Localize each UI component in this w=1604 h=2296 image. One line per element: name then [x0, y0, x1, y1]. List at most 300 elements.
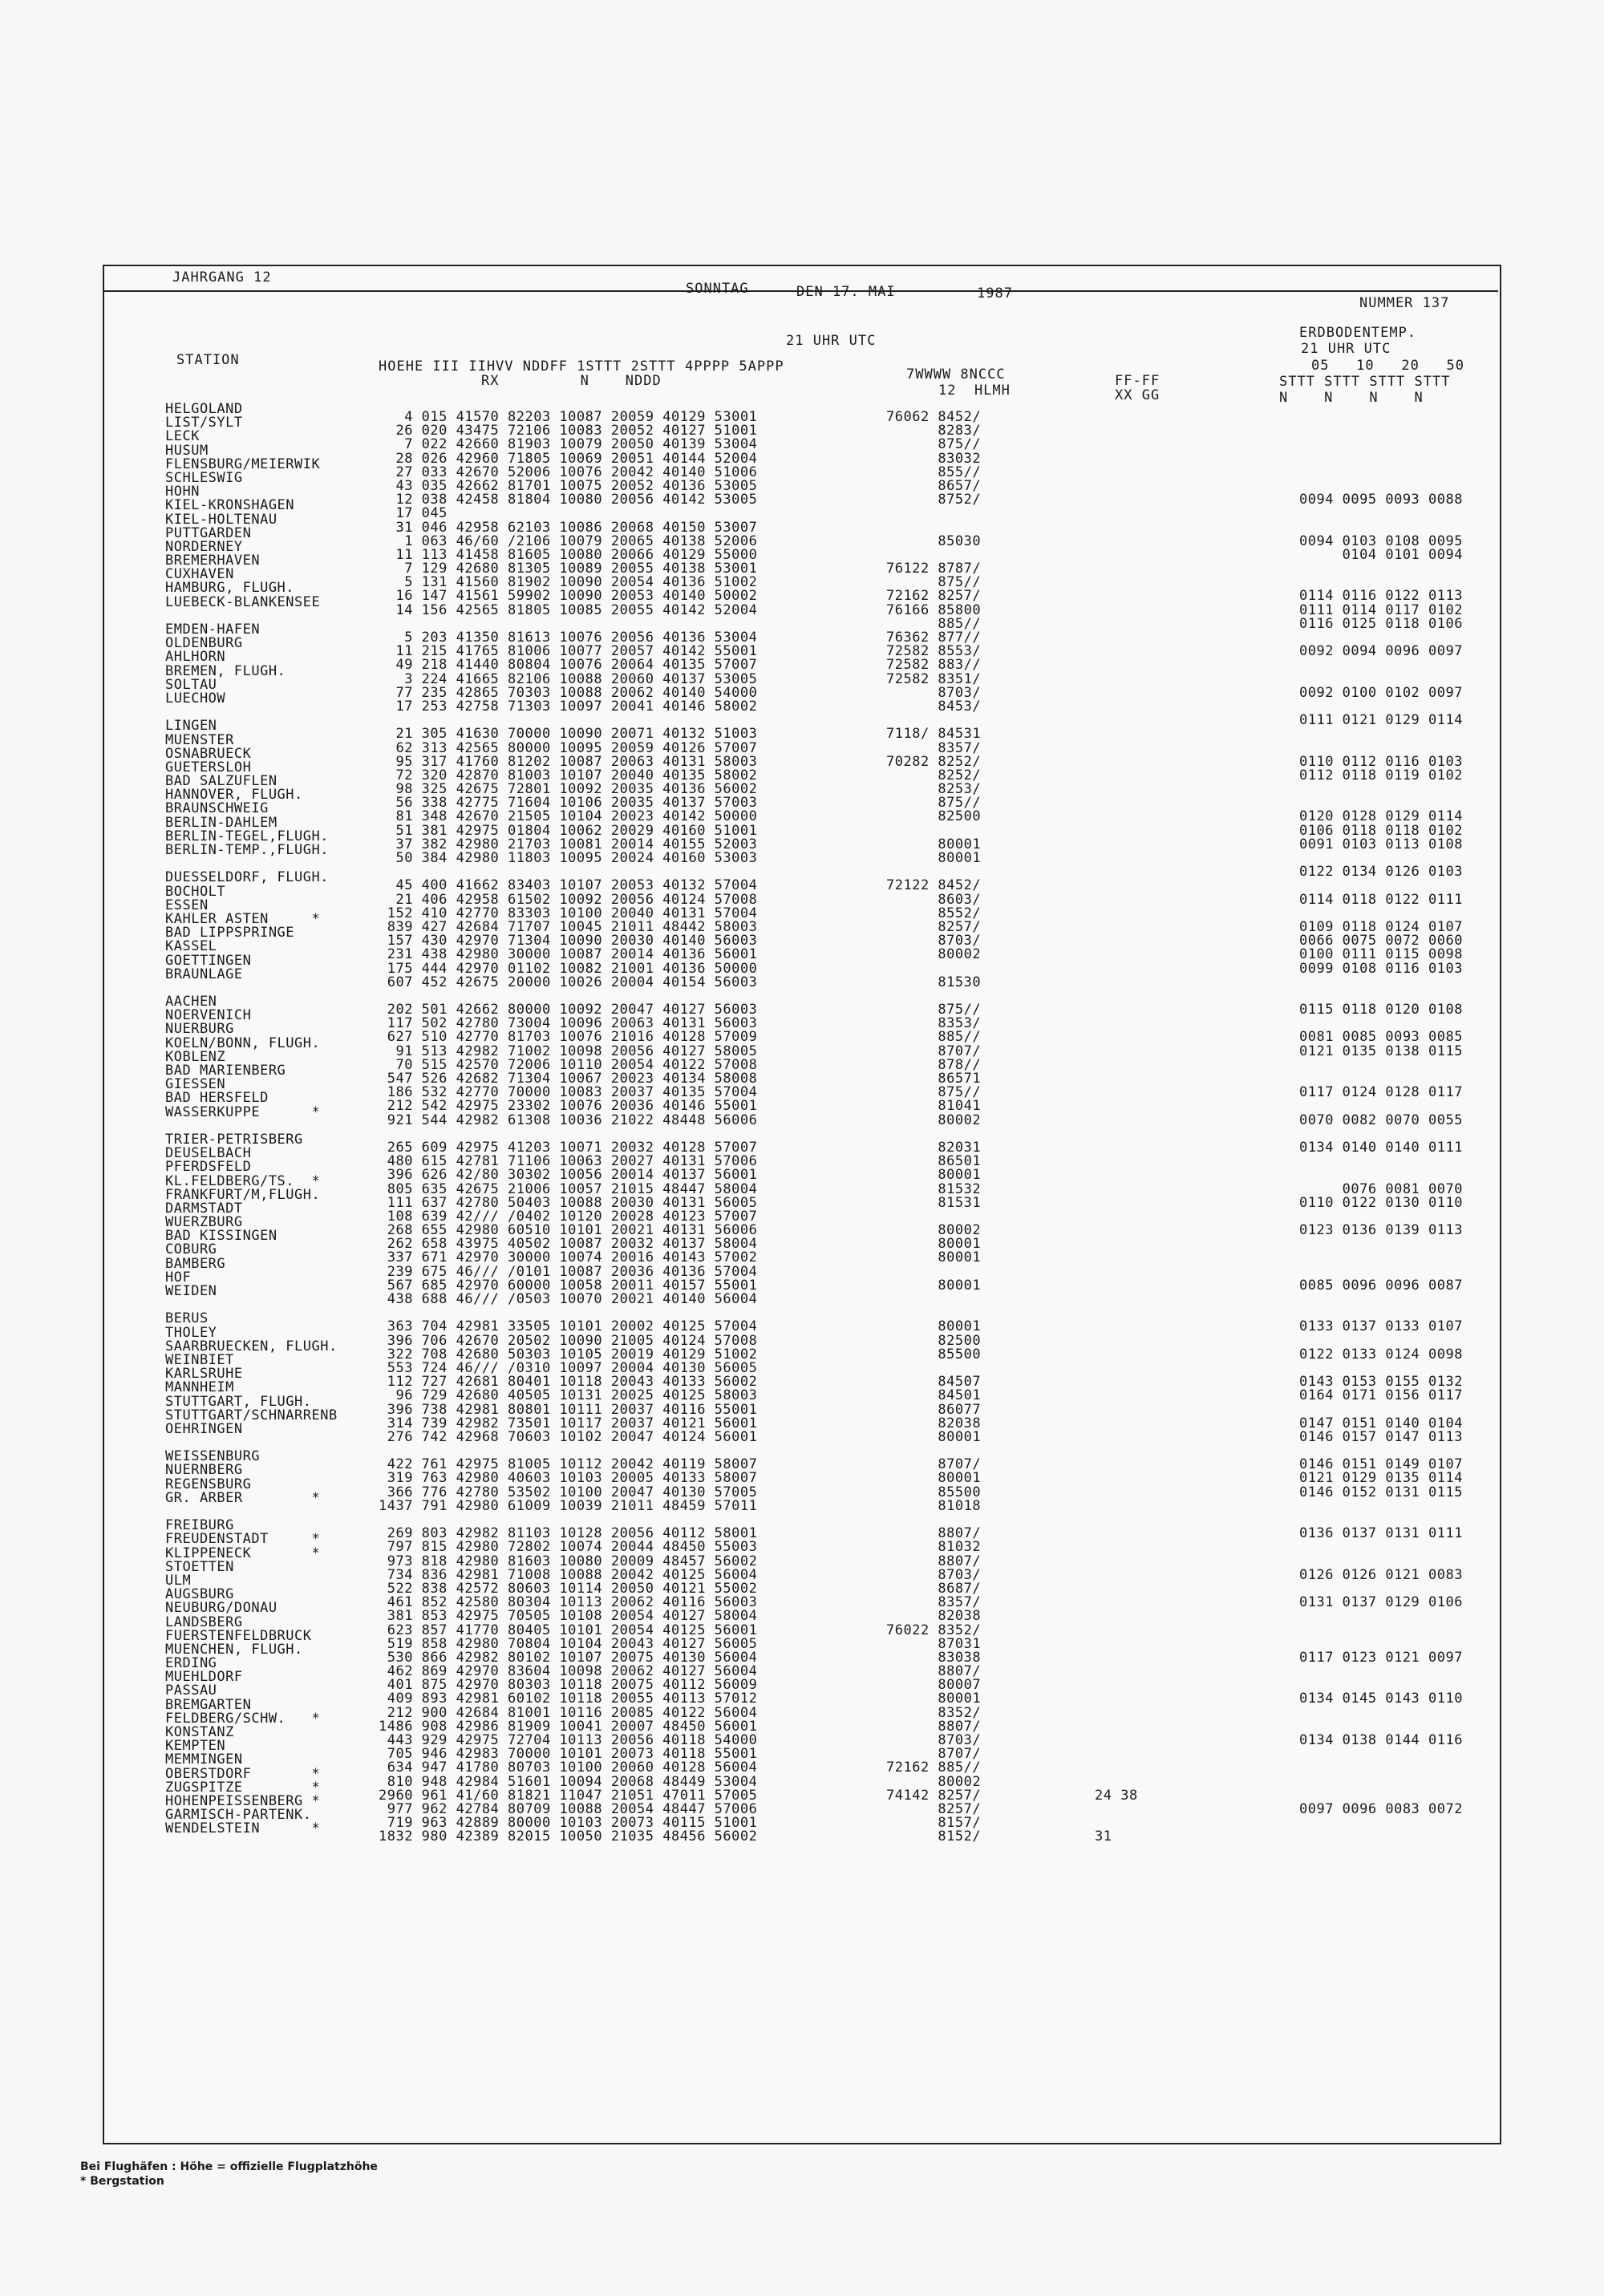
weather-group: 85030 — [886, 532, 982, 549]
wind-group — [1095, 1334, 1138, 1348]
station-data: 366 776 42780 53502 10100 20047 40130 57005 — [379, 1484, 758, 1500]
wind-group — [1095, 521, 1138, 535]
soil-temp-values — [1299, 438, 1463, 452]
station-data: 45 400 41662 83403 10107 20053 40132 57004 — [379, 877, 758, 894]
station-data: 519 858 42980 70804 10104 20043 40127 56005 — [379, 1635, 758, 1652]
station-name: WASSERKUPPE * — [165, 1103, 321, 1120]
weather-group: 8807/ — [886, 1663, 982, 1680]
wind-group — [1095, 549, 1138, 562]
station-data: 1832 980 42389 82015 10050 21035 48456 56002 — [379, 1828, 758, 1845]
station-name: GIESSEN — [165, 1076, 226, 1093]
station-name: WEISSENBURG — [165, 1448, 261, 1465]
soil-temp-values — [1299, 1830, 1463, 1844]
weather-group: 875// — [886, 574, 982, 591]
station-name: WEIDEN — [165, 1283, 217, 1299]
soil-temp-values: 0116 0125 0118 0106 — [1299, 615, 1463, 632]
station-data: 43 035 42662 81701 10075 20052 40136 53005 — [379, 477, 758, 494]
wind-group — [1095, 658, 1138, 672]
station-name: AHLHORN — [165, 649, 226, 666]
station-name: KIEL-KRONSHAGEN — [165, 497, 295, 514]
weather-group: 72582 883// — [886, 657, 982, 674]
station-data: 530 866 42982 80102 10107 20075 40130 56004 — [379, 1649, 758, 1666]
weather-group: 81530 — [886, 974, 982, 990]
station-name: LINGEN — [165, 718, 217, 735]
station-name: BAD MARIENBERG — [165, 1063, 286, 1079]
station-data: 461 852 42580 80304 10113 20062 40116 56003 — [379, 1594, 758, 1611]
station-data: 805 635 42675 21006 10057 21015 48447 58004 — [379, 1180, 758, 1197]
wind-group: 24 38 — [1095, 1787, 1138, 1804]
station-name: LIST/SYLT — [165, 415, 243, 431]
station-column — [165, 403, 338, 1836]
soil-temp-values — [1299, 1168, 1463, 1182]
station-name: FUERSTENFELDBRUCK — [165, 1627, 312, 1644]
weather-group: 80001 — [886, 1428, 982, 1445]
station-name: GR. ARBER * — [165, 1489, 321, 1506]
weather-group: 8353/ — [886, 1015, 982, 1032]
soil-temp-values — [1299, 1610, 1463, 1623]
station-name: MANNHEIM — [165, 1379, 234, 1396]
station-name: BERLIN-TEMP.,FLUGH. — [165, 842, 329, 858]
station-data: 438 688 46/// /0503 10070 20021 40140 56004 — [379, 1291, 758, 1307]
soil-temp-values: 0126 0126 0121 0083 — [1299, 1566, 1463, 1583]
wind-group — [1095, 1678, 1138, 1692]
station-data: 72 320 42870 81003 10107 20040 40135 58002 — [379, 767, 758, 784]
station-name: NORDERNEY — [165, 538, 243, 555]
weather-group: 85500 — [886, 1346, 982, 1363]
weather-group: 885// — [886, 615, 982, 632]
weather-group: 8453/ — [886, 698, 982, 715]
station-name: FELDBERG/SCHW. * — [165, 1710, 321, 1727]
wind-group — [1095, 1265, 1138, 1279]
station-name: FREUDENSTADT * — [165, 1531, 321, 1548]
station-data: 839 427 42684 71707 10045 21011 48442 58003 — [379, 918, 758, 935]
station-name: NEUBURG/DONAU — [165, 1600, 277, 1617]
weather-group: 8703/ — [886, 684, 982, 701]
soil-temp-values — [1299, 1237, 1463, 1251]
wind-group — [1095, 727, 1138, 741]
station-data: 363 704 42981 33505 10101 20002 40125 57004 — [379, 1318, 758, 1335]
weather-group: 80002 — [886, 1112, 982, 1128]
wind-group — [1095, 673, 1138, 686]
weather-group: 8152/ — [886, 1828, 982, 1845]
soil-temp-values: 0121 0129 0135 0114 — [1299, 1470, 1463, 1487]
weather-group: 81032 — [886, 1539, 982, 1556]
station-name: AACHEN — [165, 994, 217, 1010]
soil-temp-values: 0133 0137 0133 0107 — [1299, 1318, 1463, 1335]
wind-group — [1095, 1210, 1138, 1224]
soil-temp-values: 0092 0100 0102 0097 — [1299, 684, 1463, 701]
weather-group: 87031 — [886, 1635, 982, 1652]
station-name: STUTTGART, FLUGH. — [165, 1393, 312, 1410]
number: NUMMER 137 — [1359, 295, 1450, 311]
station-name: KIEL-HOLTENAU — [165, 511, 277, 528]
erd-header: ERDBODENTEMP. — [1299, 325, 1417, 341]
station-name: SCHLESWIG — [165, 469, 243, 486]
wind-group — [1095, 1375, 1138, 1389]
soil-temp-values — [1299, 1155, 1463, 1168]
station-data: 921 544 42982 61308 10036 21022 48448 56006 — [379, 1112, 758, 1128]
station-data: 5 131 41560 81902 10090 20054 40136 51002 — [379, 574, 758, 591]
soil-temp-values: 0085 0096 0096 0087 — [1299, 1277, 1463, 1294]
station-data: 623 857 41770 80405 10101 20054 40125 56001 — [379, 1622, 758, 1638]
wind-group — [1095, 990, 1138, 1003]
weather-group: 80001 — [886, 1691, 982, 1707]
station-data: 186 532 42770 70000 10083 20037 40135 57004 — [379, 1084, 758, 1101]
station-data: 231 438 42980 30000 10087 20014 40136 56001 — [379, 946, 758, 963]
soil-temp-values: 0111 0114 0117 0102 — [1299, 601, 1463, 618]
station-name: DUESSELDORF, FLUGH. — [165, 869, 329, 886]
station-name: BREMGARTEN — [165, 1696, 252, 1713]
wind-group: 31 — [1095, 1828, 1112, 1845]
station-data: 734 836 42981 71008 10088 20042 40125 56004 — [379, 1566, 758, 1583]
soil-temp-values: 0146 0157 0147 0113 — [1299, 1428, 1463, 1445]
wind-group — [1095, 1486, 1138, 1500]
wind-group — [1095, 1362, 1138, 1375]
data-column — [379, 411, 757, 1844]
station-name: LANDSBERG — [165, 1614, 243, 1630]
weather-group: 8357/ — [886, 1594, 982, 1611]
soil-temp-values: 0091 0103 0113 0108 — [1299, 836, 1463, 852]
station-data: 567 685 42970 60000 10058 20011 40157 55001 — [379, 1277, 758, 1294]
station-data: 212 542 42975 23302 10076 20036 40146 55001 — [379, 1098, 758, 1115]
station-name: KARLSRUHE — [165, 1366, 243, 1383]
station-name: BAD HERSFELD — [165, 1090, 269, 1107]
wind-group — [1095, 796, 1138, 810]
station-data: 49 218 41440 80804 10076 20064 40135 57007 — [379, 657, 758, 674]
wind-group — [1095, 1237, 1138, 1251]
weather-group: 86501 — [886, 1153, 982, 1170]
wind-group — [1095, 424, 1138, 438]
weather-group: 81531 — [886, 1194, 982, 1211]
soil-temp-values: 0112 0118 0119 0102 — [1299, 767, 1463, 784]
wind-group — [1095, 645, 1138, 658]
soil-temp-values — [1299, 1707, 1463, 1720]
weather-group: 83038 — [886, 1649, 982, 1666]
soil-temp-values: 0146 0152 0131 0115 — [1299, 1484, 1463, 1500]
wind-group — [1095, 1541, 1138, 1554]
station-data: 26 020 43475 72106 10083 20052 40127 51001 — [379, 423, 758, 439]
soil-temp-values: 0097 0096 0083 0072 — [1299, 1800, 1463, 1817]
station-name: STUTTGART/SCHNARRENB — [165, 1407, 338, 1423]
wind-group — [1095, 976, 1138, 990]
station-data: 111 637 42780 50403 10088 20030 40131 56005 — [379, 1194, 758, 1211]
station-data: 522 838 42572 80603 10114 20050 40121 55002 — [379, 1580, 758, 1597]
station-data: 157 430 42970 71304 10090 20030 40140 56003 — [379, 933, 758, 950]
weather-group: 82031 — [886, 1139, 982, 1156]
wind-group — [1095, 1086, 1138, 1099]
soil-temp-values — [1299, 1816, 1463, 1830]
wind-group — [1095, 1279, 1138, 1293]
station-name: OEHRINGEN — [165, 1420, 243, 1437]
station-data: 268 655 42980 60510 10101 20021 40131 56006 — [379, 1222, 758, 1239]
wind-group — [1095, 631, 1138, 645]
wind-group — [1095, 1624, 1138, 1638]
weather-group: 8752/ — [886, 492, 982, 508]
station-data: 973 818 42980 81603 10080 20009 48457 56002 — [379, 1553, 758, 1569]
station-data: 108 639 42/// /0402 10120 20028 40123 57007 — [379, 1208, 758, 1225]
station-name: MUEHLDORF — [165, 1669, 243, 1686]
station-name: BERLIN-DAHLEM — [165, 814, 277, 831]
weather-group: 76022 8352/ — [886, 1622, 982, 1638]
col7-header-2: 12 HLMH — [938, 383, 1011, 399]
soil-temp-values: 0121 0135 0138 0115 — [1299, 1043, 1463, 1059]
wind-group — [1095, 686, 1138, 700]
station-name: HANNOVER, FLUGH. — [165, 787, 303, 804]
weather-group: 8703/ — [886, 933, 982, 950]
weather-group: 80001 — [886, 1470, 982, 1487]
wind-group — [1095, 1596, 1138, 1610]
weather-group: 8283/ — [886, 423, 982, 439]
wind-group — [1095, 1803, 1138, 1816]
weather-group: 80001 — [886, 1236, 982, 1253]
weather-group: 80002 — [886, 1773, 982, 1790]
day: SONNTAG — [686, 281, 749, 297]
station-data: 17 253 42758 71303 10097 20041 40146 58002 — [379, 698, 758, 715]
weather-group: 8707/ — [886, 1746, 982, 1763]
weather-group: 80002 — [886, 1222, 982, 1239]
station-name: FRANKFURT/M,FLUGH. — [165, 1186, 321, 1203]
soil-temp-values: 0134 0145 0143 0110 — [1299, 1691, 1463, 1707]
weather-group: 82500 — [886, 1332, 982, 1349]
soil-temp-values: 0164 0171 0156 0117 — [1299, 1387, 1463, 1404]
station-name: PASSAU — [165, 1683, 217, 1699]
station-name: KLIPPENECK * — [165, 1545, 321, 1561]
weather-group: 72582 8553/ — [886, 643, 982, 660]
soil-temp-values: 0104 0101 0094 — [1299, 546, 1463, 563]
jahrgang: JAHRGANG 12 — [172, 269, 272, 285]
wind-group — [1095, 1224, 1138, 1237]
station-name: MUENSTER — [165, 731, 234, 748]
soil-temp-values — [1299, 1500, 1463, 1513]
station-data: 27 033 42670 52006 10076 20042 40140 51006 — [379, 464, 758, 480]
station-name: HELGOLAND — [165, 401, 243, 417]
wind-group — [1095, 810, 1138, 824]
wind-group — [1095, 1072, 1138, 1086]
station-data: 262 658 43975 40502 10087 20032 40137 58004 — [379, 1236, 758, 1253]
wind-group — [1095, 1720, 1138, 1734]
soil-temp-values: 0111 0121 0129 0114 — [1299, 712, 1463, 729]
wind-group — [1095, 1761, 1138, 1775]
station-name: NUERNBERG — [165, 1462, 243, 1479]
station-name: WUERZBURG — [165, 1214, 243, 1231]
weather-group: 72582 8351/ — [886, 670, 982, 687]
station-data: 381 853 42975 70505 10108 20054 40127 58004 — [379, 1608, 758, 1625]
footnote-airports: Bei Flughäfen : Höhe = offizielle Flugplatzhöhe — [80, 2160, 378, 2173]
soil-temp-values — [1299, 452, 1463, 466]
wind-group — [1095, 838, 1138, 852]
wind-group — [1095, 1306, 1138, 1320]
weather-group: 8657/ — [886, 477, 982, 494]
station-name: KONSTANZ — [165, 1724, 234, 1740]
soil-temp-values: 0094 0095 0093 0088 — [1299, 492, 1463, 508]
soil-temp-values — [1299, 727, 1463, 741]
wind-group — [1095, 1444, 1138, 1458]
soil-temp-values — [1299, 976, 1463, 990]
soil-temp-values: 0109 0118 0124 0107 — [1299, 918, 1463, 935]
station-name: OSNABRUECK — [165, 745, 252, 762]
col7-header: 7WWWW 8NCCC — [906, 366, 1006, 383]
weather-group: 81532 — [886, 1180, 982, 1197]
station-data: 51 381 42975 01804 10062 20029 40160 51001 — [379, 822, 758, 839]
wind-group — [1095, 466, 1138, 480]
soil-temp-values — [1299, 466, 1463, 480]
weather-group: 80001 — [886, 850, 982, 866]
weather-group: 80001 — [886, 836, 982, 852]
station-data: 627 510 42770 81703 10076 21016 40128 57009 — [379, 1029, 758, 1046]
weather-group: 878// — [886, 1056, 982, 1073]
soil-temp-values — [1299, 1776, 1463, 1789]
soil-temp-values: 0106 0118 0118 0102 — [1299, 822, 1463, 839]
weather-group: 8807/ — [886, 1553, 982, 1569]
weather-group: 82500 — [886, 808, 982, 825]
erd-header-5: N N N N — [1279, 390, 1424, 406]
weather-group — [886, 507, 981, 520]
wind-group — [1095, 1513, 1138, 1527]
station-data: 396 706 42670 20502 10090 21005 40124 57008 — [379, 1332, 758, 1349]
station-data: 62 313 42565 80000 10095 20059 40126 57007 — [379, 739, 758, 756]
station-name: SAARBRUECKEN, FLUGH. — [165, 1338, 338, 1355]
station-name: MEMMINGEN — [165, 1751, 243, 1768]
soil-temp-values — [1299, 1059, 1463, 1072]
station-data: 50 384 42980 11803 10095 20024 40160 53003 — [379, 850, 758, 866]
station-data: 31 046 42958 62103 10086 20068 40150 53007 — [379, 519, 758, 536]
wind-group — [1095, 1569, 1138, 1582]
soil-temp-values — [1299, 879, 1463, 893]
station-data: 11 113 41458 81605 10080 20066 40129 55000 — [379, 546, 758, 563]
station-data: 95 317 41760 81202 10087 20063 40131 58003 — [379, 753, 758, 770]
soil-temp-values — [1299, 424, 1463, 438]
weather-group: 855// — [886, 464, 982, 480]
station-data: 5 203 41350 81613 10076 20056 40136 53004 — [379, 630, 758, 646]
wind-group — [1095, 1059, 1138, 1072]
station-data: 547 526 42682 71304 10067 20023 40134 58008 — [379, 1071, 758, 1087]
weather-group: 74142 8257/ — [886, 1787, 982, 1804]
station-data: 81 348 42670 21505 10104 20023 40142 50000 — [379, 808, 758, 825]
station-data: 265 609 42975 41203 10071 20032 40128 57007 — [379, 1139, 758, 1156]
soil-temp-values: 0110 0122 0130 0110 — [1299, 1194, 1463, 1211]
year: 1987 — [977, 285, 1013, 302]
wind-group — [1095, 1348, 1138, 1362]
station-data: 3 224 41665 82106 10088 20060 40137 53005 — [379, 670, 758, 687]
station-name: KOBLENZ — [165, 1048, 226, 1065]
station-name: BERUS — [165, 1310, 209, 1327]
wind-group — [1095, 411, 1138, 424]
erd-header-3: 05 10 20 50 — [1311, 358, 1464, 374]
wind-group — [1095, 1458, 1138, 1472]
wind-group — [1095, 1017, 1138, 1031]
weather-group: 85500 — [886, 1484, 982, 1500]
station-name: HOHN — [165, 484, 200, 500]
station-name: HAMBURG, FLUGH. — [165, 580, 295, 597]
wind-group — [1095, 934, 1138, 948]
wind-group — [1095, 1389, 1138, 1403]
weather-group: 84501 — [886, 1387, 982, 1404]
weather-group: 80002 — [886, 946, 982, 963]
weather-group: 84507 — [886, 1374, 982, 1391]
station-name: LUECHOW — [165, 690, 226, 707]
station-data: 7 129 42680 81305 10089 20055 40138 53001 — [379, 561, 758, 577]
station-name: STOETTEN — [165, 1558, 234, 1575]
wind-group — [1095, 1003, 1138, 1017]
soil-temp-values — [1299, 1541, 1463, 1554]
weather-group: 8252/ — [886, 767, 982, 784]
station-data: 239 675 46/// /0101 10087 20036 40136 57004 — [379, 1263, 758, 1280]
station-data: 337 671 42970 30000 10074 20016 40143 57002 — [379, 1249, 758, 1266]
columns-header-2: RX N NDDD — [481, 373, 662, 389]
weather-group: 8687/ — [886, 1580, 982, 1597]
weather-group: 875// — [886, 795, 982, 812]
station-data: 396 738 42981 80801 10111 20037 40116 55001 — [379, 1401, 758, 1418]
station-data: 1437 791 42980 61009 10039 21011 48459 57011 — [379, 1497, 758, 1514]
station-data: 16 147 41561 59902 10090 20053 40140 50002 — [379, 588, 758, 605]
wind-group — [1095, 1527, 1138, 1541]
wind-group — [1095, 480, 1138, 493]
station-data: 77 235 42865 70303 10088 20062 40140 54000 — [379, 684, 758, 701]
wind-group — [1095, 1417, 1138, 1431]
weather-group: 8257/ — [886, 918, 982, 935]
station-data: 91 513 42982 71002 10098 20056 40127 58005 — [379, 1043, 758, 1059]
wind-group — [1095, 1734, 1138, 1747]
station-name: FREIBURG — [165, 1517, 234, 1534]
weather-group: 8807/ — [886, 1718, 982, 1735]
station-name: AUGSBURG — [165, 1586, 234, 1603]
station-name: NUERBURG — [165, 1021, 234, 1038]
wind-group — [1095, 852, 1138, 865]
soil-temp-values — [1299, 411, 1463, 424]
station-name: GOETTINGEN — [165, 952, 252, 969]
weather-group: 76062 8452/ — [886, 409, 982, 425]
wind-group — [1095, 1651, 1138, 1665]
weather-group: 8352/ — [886, 1704, 982, 1721]
soil-temp-values — [1299, 1761, 1463, 1775]
soil-temp-values — [1299, 1665, 1463, 1678]
wind-group — [1095, 948, 1138, 962]
wind-group — [1095, 824, 1138, 838]
wind-group — [1095, 1403, 1138, 1417]
station-data: 409 893 42981 60102 10118 20055 40113 57012 — [379, 1691, 758, 1707]
weather-group: 80001 — [886, 1249, 982, 1266]
wind-group — [1095, 1431, 1138, 1444]
station-name: LECK — [165, 428, 200, 445]
wind-group — [1095, 1128, 1138, 1141]
wind-group — [1095, 1747, 1138, 1761]
weather-group: 72122 8452/ — [886, 877, 982, 894]
weather-group: 8552/ — [886, 905, 982, 921]
station-data: 314 739 42982 73501 10117 20037 40121 56001 — [379, 1415, 758, 1431]
station-name: ESSEN — [165, 897, 209, 913]
station-name: BAD KISSINGEN — [165, 1228, 277, 1245]
station-data: 443 929 42975 72704 10113 20056 40118 54000 — [379, 1732, 758, 1748]
weather-group: 80001 — [886, 1277, 982, 1294]
station-data: 269 803 42982 81103 10128 20056 40112 58001 — [379, 1525, 758, 1542]
wind-group — [1095, 535, 1138, 549]
wind-group — [1095, 1582, 1138, 1596]
wind-group — [1095, 879, 1138, 893]
station-name: OBERSTDORF * — [165, 1765, 321, 1782]
weather-group: 80001 — [886, 1167, 982, 1184]
weather-group: 8807/ — [886, 1525, 982, 1542]
weather-group: 72162 8257/ — [886, 588, 982, 605]
station-name: BREMEN, FLUGH. — [165, 662, 286, 679]
station-name: COBURG — [165, 1241, 217, 1258]
station-name: KEMPTEN — [165, 1738, 226, 1755]
wind-group — [1095, 742, 1138, 755]
station-name: WEINBIET — [165, 1351, 234, 1368]
soil-temp-values: 0123 0136 0139 0113 — [1299, 1222, 1463, 1239]
station-header: STATION — [176, 352, 240, 368]
wind-group — [1095, 493, 1138, 507]
soil-temp-values: 0134 0138 0144 0116 — [1299, 1732, 1463, 1748]
